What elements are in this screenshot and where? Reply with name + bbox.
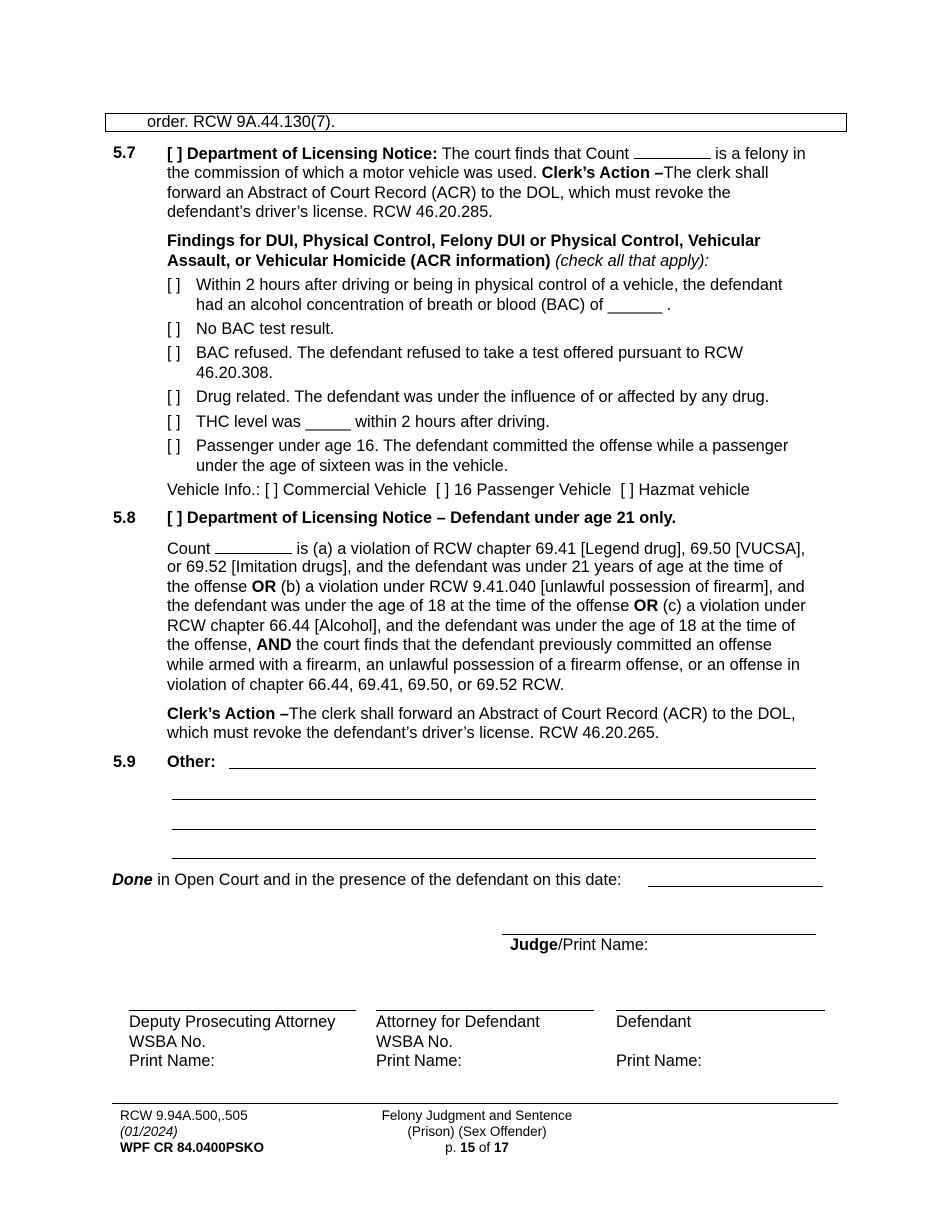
other-line-3[interactable] <box>172 829 816 830</box>
other-label: Other: <box>167 753 216 771</box>
footer-rule <box>112 1103 838 1104</box>
signature-defense-title: Attorney for Defendant <box>376 1013 540 1031</box>
vehicle-info: Vehicle Info.: [ ] Commercial Vehicle [ ] 16 Passenger Vehicle [ ] Hazmat vehicle <box>167 481 750 499</box>
section-number-5-8: 5.8 <box>113 509 136 527</box>
checkbox-passenger[interactable]: [ ] <box>167 437 181 455</box>
section-5-8-heading: [ ] Department of Licensing Notice – Defendant under age 21 only. <box>167 509 677 527</box>
checkbox-thc[interactable]: [ ] <box>167 413 181 431</box>
section-5-8-line-3: the offense OR (b) a violation under RCW 9.41.040 [unlawful possession of firearm], and <box>167 578 805 596</box>
checkbox-bac[interactable]: [ ] <box>167 276 181 294</box>
footer-date: (01/2024) <box>120 1124 178 1139</box>
checkbox-5-7[interactable]: [ ] <box>167 145 183 163</box>
footer-form-number: WPF CR 84.0400PSKO <box>120 1140 265 1155</box>
signature-defense-wsba: WSBA No. <box>376 1033 453 1051</box>
item-passenger-line-2: under the age of sixteen was in the vehicle. <box>196 457 509 475</box>
date-line[interactable] <box>648 886 823 887</box>
checkbox-drug-related[interactable]: [ ] <box>167 388 181 406</box>
judge-label: Judge/Print Name: <box>510 936 649 954</box>
item-bac-refused-line-2: 46.20.308. <box>196 364 273 382</box>
section-5-8-clerk-line-1: Clerk’s Action –The clerk shall forward an Abstract of Court Record (ACR) to the DOL, <box>167 705 796 723</box>
done-statement: Done in Open Court and in the presence of the defendant on this date: <box>112 871 622 889</box>
findings-heading-line-2: Assault, or Vehicular Homicide (ACR information) (check all that apply): <box>167 252 709 270</box>
item-passenger-line-1: Passenger under age 16. The defendant committed the offense while a passenger <box>196 437 789 455</box>
judge-signature-line[interactable] <box>502 934 816 935</box>
section-5-8-line-5: RCW chapter 66.44 [Alcohol], and the defendant was under the age of 18 at the time of <box>167 617 796 635</box>
section-number-5-9: 5.9 <box>113 753 136 771</box>
continued-text: order. RCW 9A.44.130(7). <box>147 113 336 131</box>
item-bac-line-1: Within 2 hours after driving or being in physical control of a vehicle, the defendant <box>196 276 783 294</box>
checkbox-bac-refused[interactable]: [ ] <box>167 344 181 362</box>
footer-title-2: (Prison) (Sex Offender) <box>407 1124 547 1139</box>
other-line-4[interactable] <box>172 858 816 859</box>
continued-text-box <box>105 113 847 132</box>
section-5-7-line-1: [ ] Department of Licensing Notice: The court finds that Count is a felony in <box>167 145 806 163</box>
section-5-7-line-4: defendant’s driver’s license. RCW 46.20.285. <box>167 203 493 221</box>
signature-defense-print-name: Print Name: <box>376 1052 462 1070</box>
item-thc: THC level was _____ within 2 hours after driving. <box>196 413 550 431</box>
other-line-2[interactable] <box>172 799 816 800</box>
section-5-7-heading: Department of Licensing Notice: <box>186 145 438 163</box>
defense-attorney-signature-line[interactable] <box>376 1010 594 1011</box>
signature-defendant-print-name: Print Name: <box>616 1052 702 1070</box>
section-number-5-7: 5.7 <box>113 144 136 162</box>
section-5-8-line-6: the offense, AND the court finds that the defendant previously committed an offense <box>167 636 772 654</box>
item-no-bac: No BAC test result. <box>196 320 335 338</box>
section-5-8-line-7: while armed with a firearm, an unlawful possession of a firearm offense, or an offense in <box>167 656 800 674</box>
footer-title-1: Felony Judgment and Sentence <box>381 1108 573 1123</box>
footer-rcw: RCW 9.94A.500,.505 <box>120 1108 248 1123</box>
item-drug-related: Drug related. The defendant was under the influence of or affected by any drug. <box>196 388 770 406</box>
signature-defendant-title: Defendant <box>616 1013 692 1031</box>
findings-heading-line-1: Findings for DUI, Physical Control, Felony DUI or Physical Control, Vehicular <box>167 232 761 250</box>
section-5-8-line-2: or 69.52 [Imitation drugs], and the defendant was under 21 years of age at the time of <box>167 558 783 576</box>
other-line-1[interactable] <box>229 768 816 769</box>
count-blank-5-7[interactable] <box>634 144 711 159</box>
item-bac-line-2: had an alcohol concentration of breath or blood (BAC) of ______ . <box>196 296 672 314</box>
section-5-8-clerk-line-2: which must revoke the defendant’s driver’s license. RCW 46.20.265. <box>167 724 660 742</box>
section-5-7-line-2: the commission of which a motor vehicle was used. Clerk’s Action –The clerk shall <box>167 164 769 182</box>
signature-prosecutor-print-name: Print Name: <box>129 1052 215 1070</box>
section-5-8-line-8: violation of chapter 66.44, 69.41, 69.50, or 69.52 RCW. <box>167 676 565 694</box>
item-bac-refused-line-1: BAC refused. The defendant refused to take a test offered pursuant to RCW <box>196 344 743 362</box>
section-5-7-line-3: forward an Abstract of Court Record (ACR) to the DOL, which must revoke the <box>167 184 731 202</box>
section-5-8-line-1: Count is (a) a violation of RCW chapter 69.41 [Legend drug], 69.50 [VUCSA], <box>167 540 806 558</box>
section-5-8-line-4: the defendant was under the age of 18 at the time of the offense OR (c) a violation under <box>167 597 806 615</box>
prosecutor-signature-line[interactable] <box>129 1010 356 1011</box>
signature-prosecutor-title: Deputy Prosecuting Attorney <box>129 1013 336 1031</box>
signature-prosecutor-wsba: WSBA No. <box>129 1033 206 1051</box>
defendant-signature-line[interactable] <box>616 1010 825 1011</box>
checkbox-no-bac[interactable]: [ ] <box>167 320 181 338</box>
footer-page-number: p. 15 of 17 <box>445 1140 509 1155</box>
count-blank-5-8[interactable] <box>215 539 292 554</box>
